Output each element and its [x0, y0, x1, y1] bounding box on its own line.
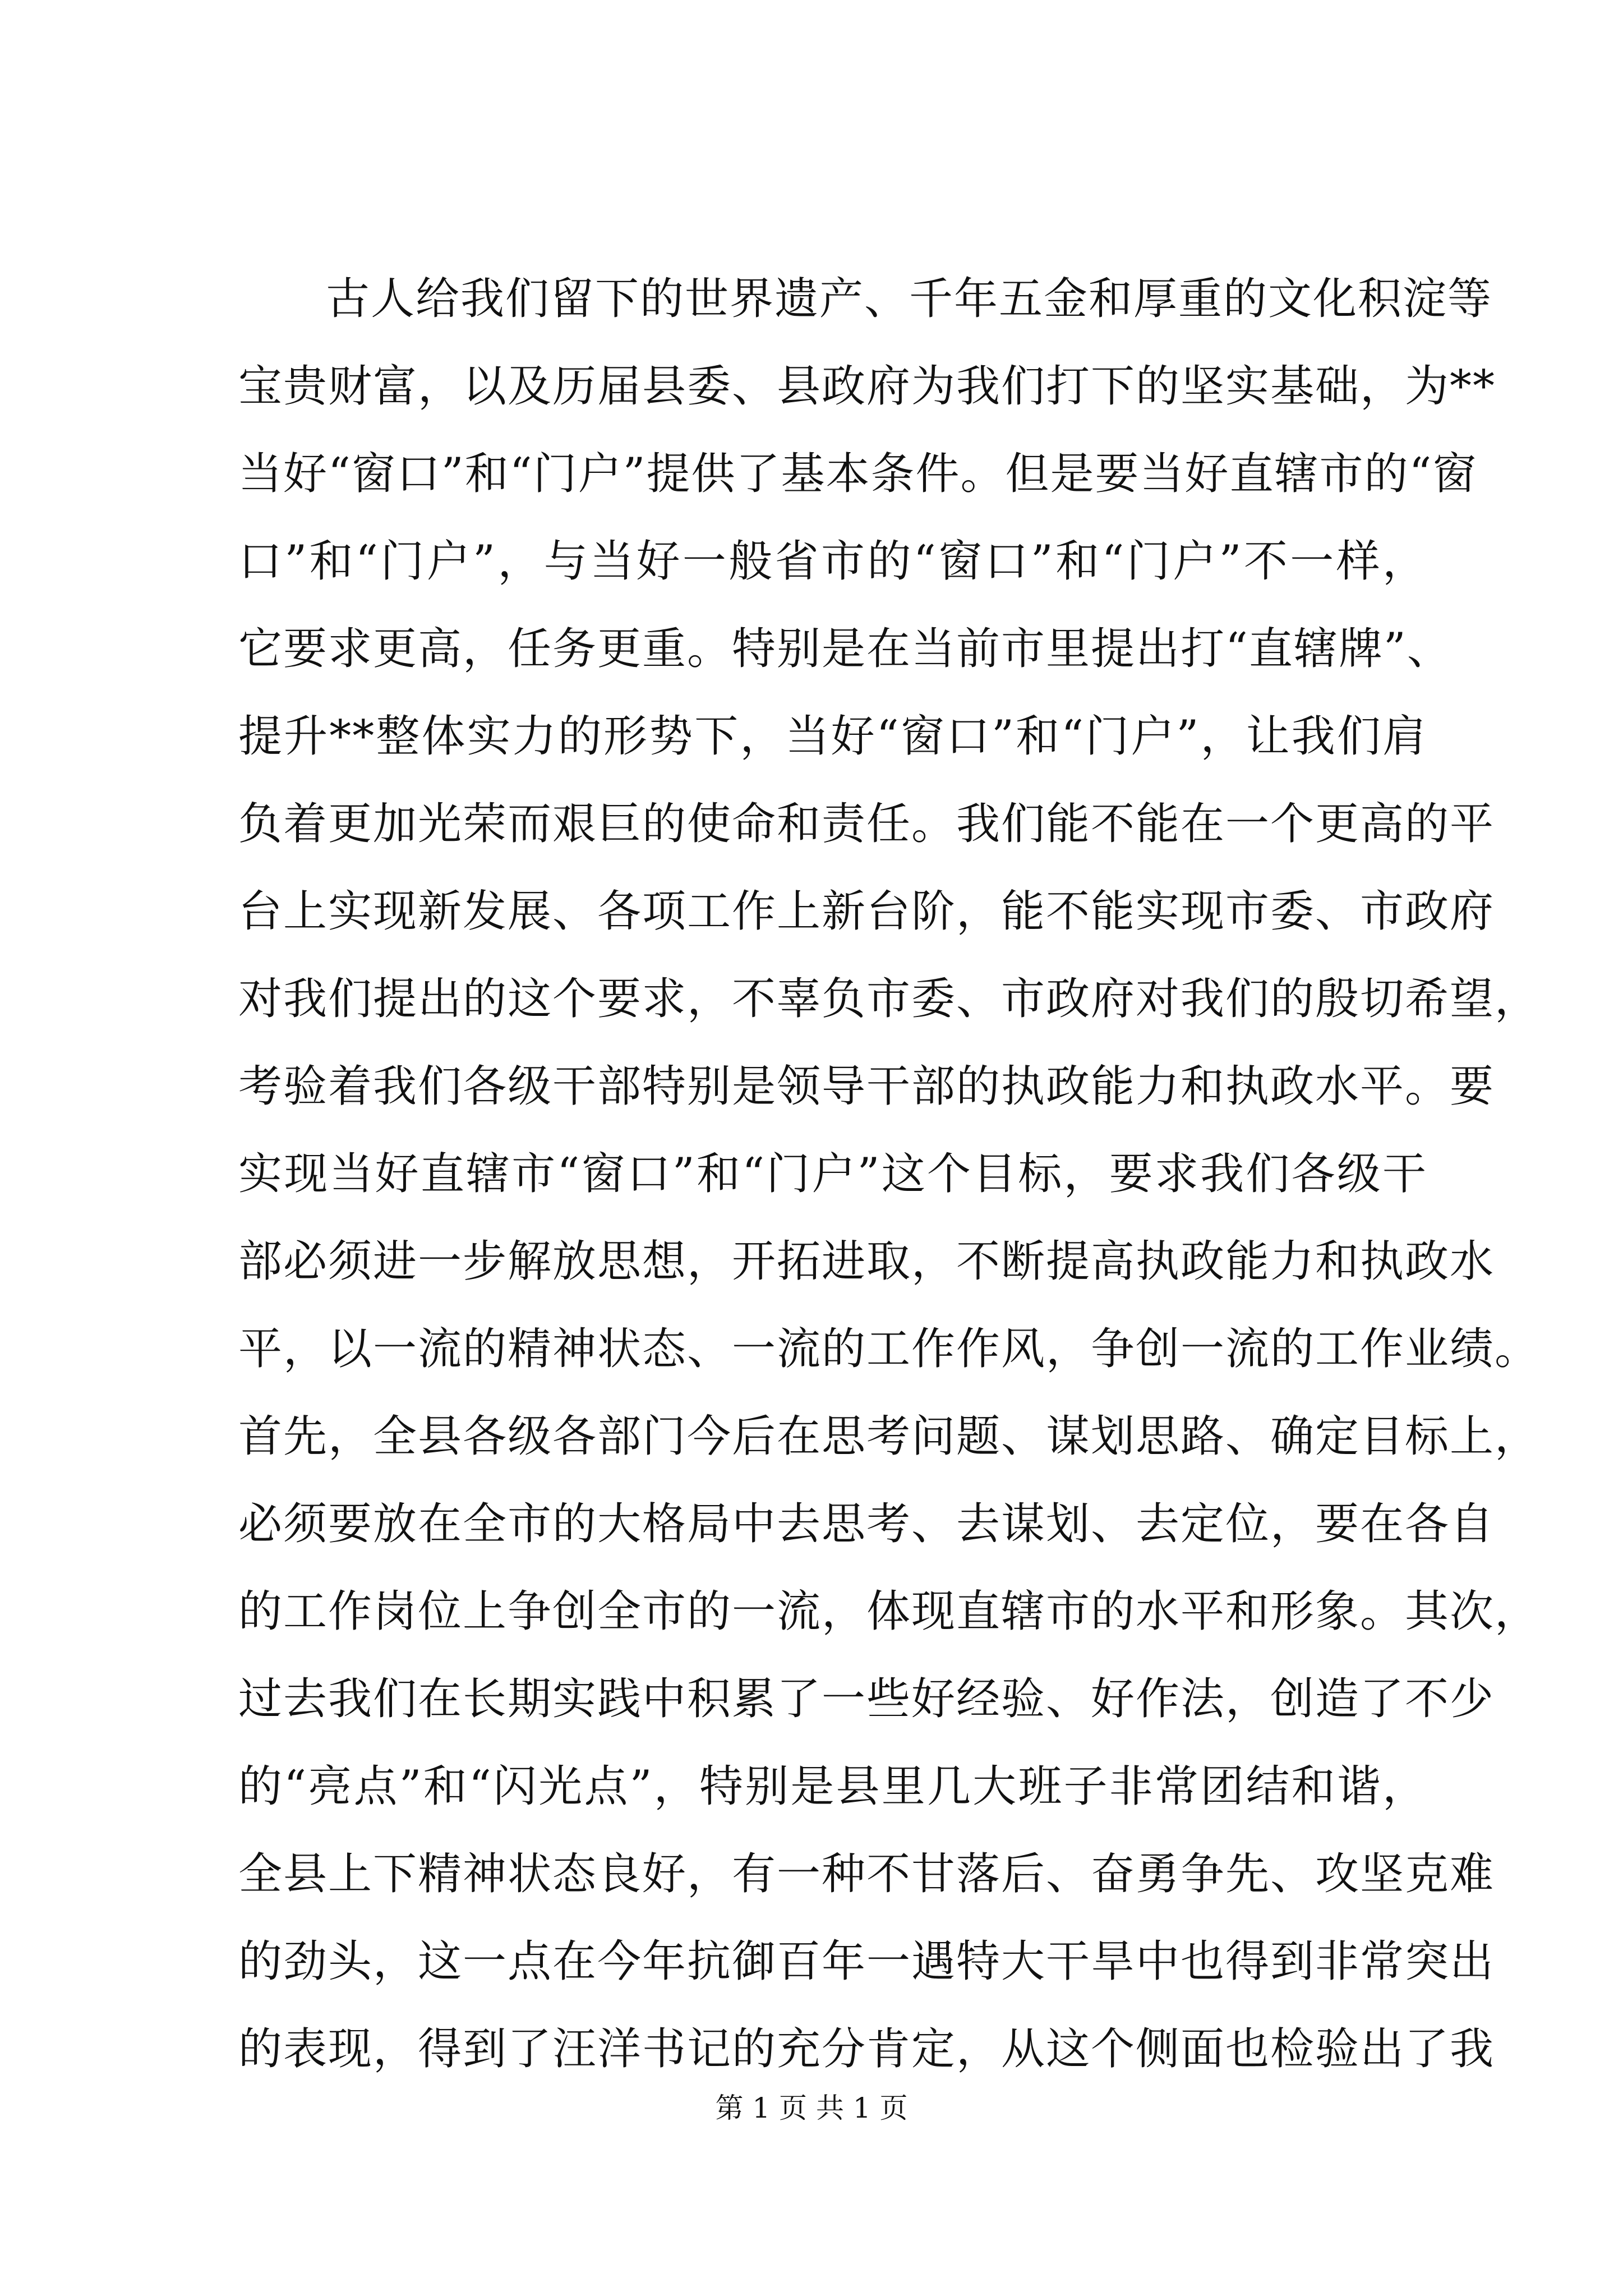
paragraph-line: 首先，全县各级各部门今后在思考问题、谋划思路、确定目标上，: [238, 1411, 1540, 1462]
paragraph-line: 的工作岗位上争创全市的一流，体现直辖市的水平和形象。其次，: [238, 1586, 1540, 1637]
paragraph-line: 必须要放在全市的大格局中去思考、去谋划、去定位，要在各自: [238, 1499, 1495, 1549]
paragraph-line: 古人给我们留下的世界遗产、千年五金和厚重的文化积淀等: [326, 274, 1493, 324]
body-paragraph: [238, 255, 1540, 2093]
paragraph-line: 当好“窗口”和“门户”提供了基本条件。但是要当好直辖市的“窗: [238, 449, 1478, 499]
paragraph-line: 宝贵财富，以及历届县委、县政府为我们打下的坚实基础，为**: [238, 361, 1496, 412]
paragraph-line: 对我们提出的这个要求，不辜负市委、市政府对我们的殷切希望，: [238, 974, 1540, 1024]
page-footer: 第 1 页 共 1 页: [715, 2092, 908, 2124]
paragraph-line: 台上实现新发展、各项工作上新台阶，能不能实现市委、市政府: [238, 886, 1495, 937]
paragraph-line: 的劲头，这一点在今年抗御百年一遇特大干旱中也得到非常突出: [238, 1936, 1495, 1987]
paragraph-line: 提升**整体实力的形势下，当好“窗口”和“门户”，让我们肩: [238, 711, 1427, 762]
paragraph-line: 平，以一流的精神状态、一流的工作作风，争创一流的工作业绩。: [238, 1324, 1540, 1374]
paragraph-line: 实现当好直辖市“窗口”和“门户”这个目标，要求我们各级干: [238, 1149, 1427, 1199]
paragraph-line: 它要求更高，任务更重。特别是在当前市里提出打“直辖牌”、: [238, 624, 1452, 674]
paragraph-line: 过去我们在长期实践中积累了一些好经验、好作法，创造了不少: [238, 1674, 1495, 1724]
paragraph-line: 部必须进一步解放思想，开拓进取，不断提高执政能力和执政水: [238, 1236, 1495, 1287]
paragraph-line: 的“亮点”和“闪光点”，特别是县里几大班子非常团结和谐，: [238, 1761, 1427, 1812]
paragraph-line: 负着更加光荣而艰巨的使命和责任。我们能不能在一个更高的平: [238, 799, 1495, 849]
paragraph-line: 考验着我们各级干部特别是领导干部的执政能力和执政水平。要: [238, 1061, 1495, 1112]
paragraph-line: 的表现，得到了汪洋书记的充分肯定，从这个侧面也检验出了我: [238, 2024, 1495, 2074]
paragraph-line: 全县上下精神状态良好，有一种不甘落后、奋勇争先、攻坚克难: [238, 1849, 1495, 1899]
paragraph-line: 口”和“门户”，与当好一般省市的“窗口”和“门户”不一样，: [238, 536, 1427, 587]
